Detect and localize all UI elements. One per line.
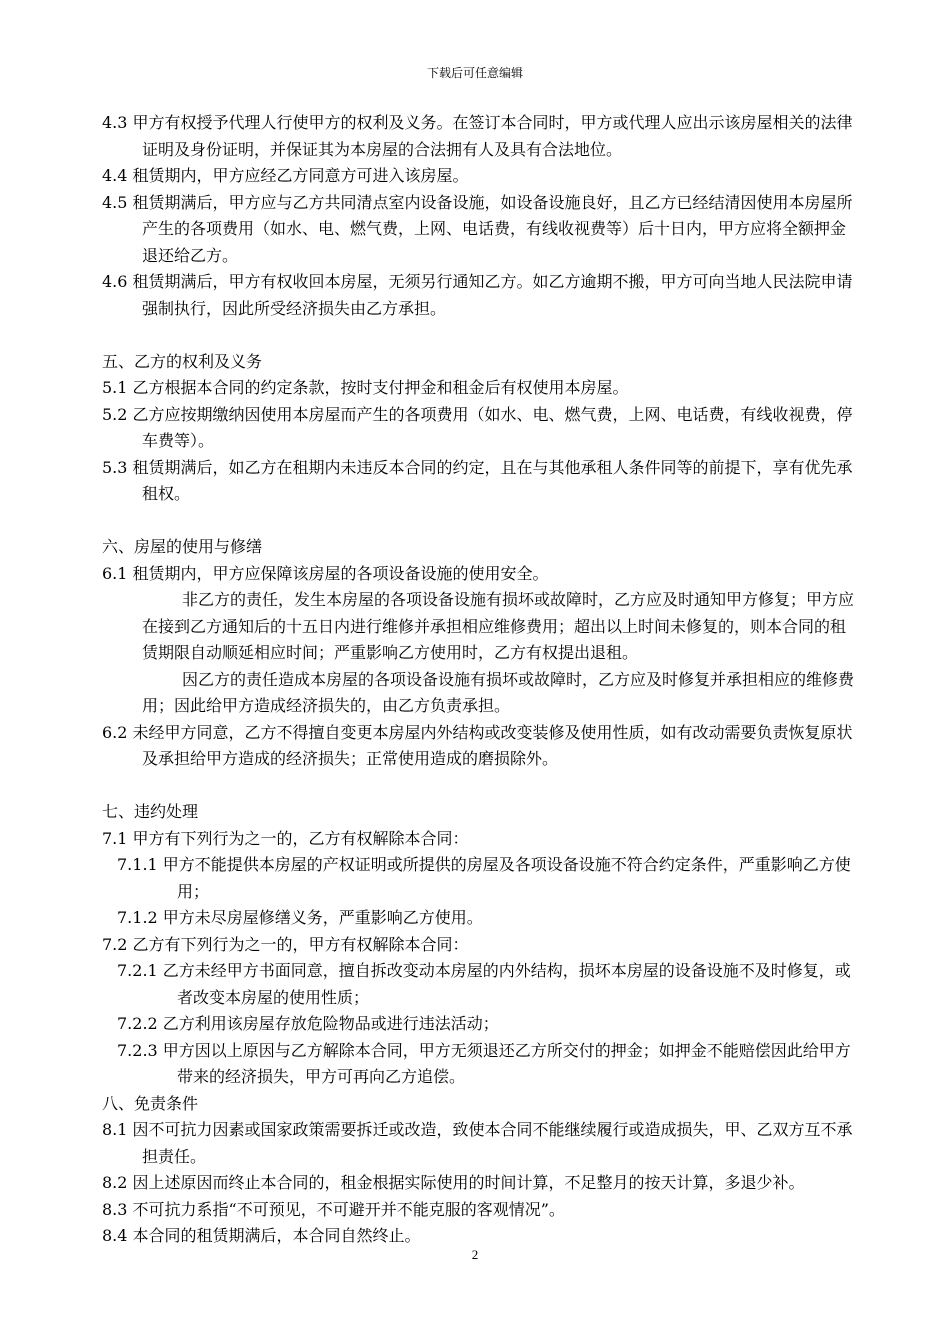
section-heading: 七、违约处理 — [102, 802, 199, 821]
clause-paragraph: 4.5 租赁期满后，甲方应与乙方共同清点室内设备设施，如设备设施良好，且乙方已经结清因使用本房屋所产生的各项费用（如水、电、燃气费，上网、电话费，有线收视费等）后十日内，甲方应将全额押金退还给乙方。 — [102, 192, 853, 265]
section-heading: 五、乙方的权利及义务 — [102, 351, 263, 371]
page-number: 2 — [471, 1247, 479, 1262]
sub-clause-paragraph: 7.2.1 乙方未经甲方书面同意，擅自拆改变动本房屋的内外结构，损坏本房屋的设备设施不及时修复，或者改变本房屋的使用性质； — [117, 961, 851, 1007]
section-heading: 7.2 乙方有下列行为之一的，甲方有权解除本合同： — [102, 934, 469, 954]
clause-paragraph: 5.1 乙方根据本合同的约定条款，按时支付押金和租金后有权使用本房屋。 — [102, 378, 629, 397]
indented-paragraph: 因乙方的责任造成本房屋的各项设备设施有损坏或故障时，乙方应及时修复并承担相应的维修费用；因此给甲方造成经济损失的，由乙方负责承担。 — [142, 669, 855, 715]
clause-paragraph: 8.2 因上述原因而终止本合同的，租金根据实际使用的时间计算，不足整月的按天计算，多退少补。 — [102, 1173, 805, 1192]
clause-paragraph: 6.1 租赁期内，甲方应保障该房屋的各项设备设施的使用安全。 — [102, 563, 549, 583]
clause-paragraph: 8.4 本合同的租赁期满后，本合同自然终止。 — [102, 1226, 421, 1245]
sub-clause-paragraph: 7.2.3 甲方因以上原因与乙方解除本合同，甲方无须退还乙方所交付的押金；如押金不能赔偿因此给甲方带来的经济损失，甲方可再向乙方追偿。 — [117, 1040, 851, 1086]
clause-paragraph: 4.4 租赁期内，甲方应经乙方同意方可进入该房屋。 — [102, 166, 469, 185]
clause-paragraph: 8.3 不可抗力系指“不可预见，不可避开并不能克服的客观情况”。 — [102, 1199, 565, 1219]
blank-line — [102, 508, 854, 535]
clause-paragraph: 6.2 未经甲方同意，乙方不得擅自变更本房屋内外结构或改变装修及使用性质，如有改动需要负责恢复原状及承担给甲方造成的经济损失；正常使用造成的磨损除外。 — [102, 722, 853, 768]
clause-paragraph: 5.3 租赁期满后，如乙方在租期内未违反本合同的约定，且在与其他承租人条件同等的前提下，享有优先承租权。 — [102, 457, 853, 503]
section-heading: 7.1 甲方有下列行为之一的，乙方有权解除本合同： — [102, 828, 469, 848]
clause-paragraph: 8.1 因不可抗力因素或国家政策需要拆迁或改造，致使本合同不能继续履行或造成损失，甲、乙双方互不承担责任。 — [102, 1120, 853, 1166]
clause-paragraph: 4.6 租赁期满后，甲方有权收回本房屋，无须另行通知乙方。如乙方逾期不搬，甲方可向当地人民法院申请强制执行，因此所受经济损失由乙方承担。 — [102, 272, 853, 318]
sub-clause-paragraph: 7.1.1 甲方不能提供本房屋的产权证明或所提供的房屋及各项设备设施不符合约定条件，严重影响乙方使用； — [117, 855, 851, 901]
sub-clause-paragraph: 7.2.2 乙方利用该房屋存放危险物品或进行违法活动； — [117, 1014, 499, 1033]
blank-line — [102, 322, 854, 349]
document-body — [102, 110, 854, 1250]
clause-paragraph: 5.2 乙方应按期缴纳因使用本房屋而产生的各项费用（如水、电、燃气费，上网、电话费，有线收视费，停车费等）。 — [102, 404, 853, 450]
section-heading: 六、房屋的使用与修缮 — [102, 537, 263, 556]
sub-clause-paragraph: 7.1.2 甲方未尽房屋修缮义务，严重影响乙方使用。 — [117, 908, 483, 927]
indented-paragraph: 非乙方的责任，发生本房屋的各项设备设施有损坏或故障时，乙方应及时通知甲方修复；甲方应在接到乙方通知后的十五日内进行维修并承担相应维修费用；超出以上时间未修复的，则本合同的租赁期限自动顺延相应时间；严重影响乙方使用时，乙方有权提出退租。 — [142, 590, 855, 662]
section-heading: 八、免责条件 — [102, 1093, 199, 1113]
blank-line — [102, 773, 854, 800]
clause-paragraph: 4.3 甲方有权授予代理人行使甲方的权利及义务。在签订本合同时，甲方或代理人应出示该房屋相关的法律证明及身份证明，并保证其为本房屋的合法拥有人及具有合法地位。 — [102, 113, 853, 159]
page-header: 下载后可任意编辑 — [426, 66, 523, 80]
